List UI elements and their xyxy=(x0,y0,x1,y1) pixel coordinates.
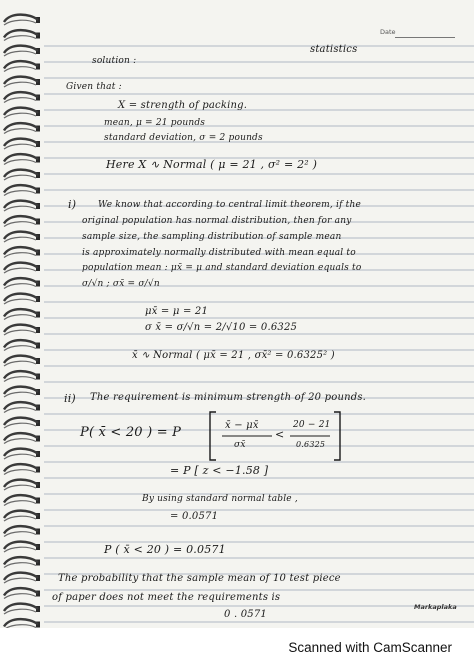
given-mean: mean, μ = 21 pounds xyxy=(104,118,206,128)
spiral-coil xyxy=(4,573,38,580)
spiral-coil-shadow xyxy=(4,408,36,413)
solution-label: solution : xyxy=(92,56,137,66)
z-probability: = P [ z < −1.58 ] xyxy=(170,464,269,477)
spiral-coil-shadow xyxy=(4,547,36,552)
conclusion-line-3: 0 . 0571 xyxy=(224,609,267,620)
spiral-coil-shadow xyxy=(4,20,36,25)
spiral-coil-shadow xyxy=(4,470,36,475)
z-denominator-left: σx̄ xyxy=(234,440,246,450)
spiral-coil xyxy=(4,480,38,487)
clt-line-3: sample size, the sampling distribution of sample mean xyxy=(82,232,342,242)
spiral-coil-shadow xyxy=(4,268,36,273)
spiral-coil-shadow xyxy=(4,516,36,521)
spiral-coil xyxy=(4,46,38,53)
given-sd: standard deviation, σ = 2 pounds xyxy=(104,133,263,143)
z-denominator-right: 0.6325 xyxy=(296,440,326,449)
spiral-coil xyxy=(4,170,38,177)
spiral-coil-shadow xyxy=(4,67,36,72)
spiral-coil-shadow xyxy=(4,51,36,56)
z-numerator-right: 20 − 21 xyxy=(293,420,331,430)
given-heading: Given that : xyxy=(66,82,122,92)
spiral-coil-shadow xyxy=(4,392,36,397)
requirement-statement: The requirement is minimum strength of 20 pounds. xyxy=(90,392,367,403)
spiral-coil xyxy=(4,387,38,394)
spiral-coil xyxy=(4,464,38,471)
spiral-coil xyxy=(4,232,38,239)
spiral-coil xyxy=(4,247,38,254)
clt-line-4: is approximately normally distributed with mean equal to xyxy=(82,248,356,258)
spiral-coil xyxy=(4,604,38,611)
spiral-coil xyxy=(4,325,38,332)
spiral-coil xyxy=(4,294,38,301)
part-i-label: i) xyxy=(68,198,77,211)
final-probability: P ( x̄ < 20 ) = 0.0571 xyxy=(104,543,226,556)
spiral-coil-shadow xyxy=(4,144,36,149)
spiral-coil-shadow xyxy=(4,160,36,165)
date-label: Date xyxy=(380,28,396,36)
spiral-coil xyxy=(4,340,38,347)
table-value: = 0.0571 xyxy=(170,511,219,522)
spiral-coil xyxy=(4,402,38,409)
spiral-coil xyxy=(4,371,38,378)
spiral-coil xyxy=(4,418,38,425)
spiral-coil-shadow xyxy=(4,346,36,351)
spiral-coil-shadow xyxy=(4,439,36,444)
clt-line-5: population mean : μx̄ = μ and standard deviation equals to xyxy=(82,263,362,273)
spiral-coil xyxy=(4,511,38,518)
spiral-coil xyxy=(4,309,38,316)
spiral-coil xyxy=(4,185,38,192)
spiral-coil-shadow xyxy=(4,609,36,614)
conclusion-line-1: The probability that the sample mean of 10 test piece xyxy=(58,573,341,584)
spiral-coil xyxy=(4,108,38,115)
conclusion-line-2: of paper does not meet the requirements is xyxy=(52,592,281,603)
spiral-coil-shadow xyxy=(4,485,36,490)
sd-of-sample-mean: σ x̄ = σ/√n = 2/√10 = 0.6325 xyxy=(145,322,298,333)
spiral-coil-shadow xyxy=(4,175,36,180)
spiral-coil-shadow xyxy=(4,191,36,196)
spiral-coil-shadow xyxy=(4,423,36,428)
spiral-coil xyxy=(4,433,38,440)
clt-line-6: σ/√n ; σx̄ = σ/√n xyxy=(82,279,160,289)
scanner-watermark: Scanned with CamScanner xyxy=(288,640,452,655)
spiral-coil xyxy=(4,154,38,161)
spiral-coil-shadow xyxy=(4,377,36,382)
z-numerator-left: x̄ − μx̄ xyxy=(225,420,259,431)
spiral-coil-shadow xyxy=(4,129,36,134)
spiral-coil-shadow xyxy=(4,454,36,459)
spiral-binding xyxy=(0,0,60,628)
spiral-coil-shadow xyxy=(4,563,36,568)
sampling-distribution: x̄ ∿ Normal ( μx̄ = 21 , σx̄² = 0.6325² ) xyxy=(132,350,335,361)
spiral-coil-shadow xyxy=(4,625,36,628)
table-lookup-note: By using standard normal table , xyxy=(142,494,298,504)
spiral-coil xyxy=(4,201,38,208)
spiral-coil-shadow xyxy=(4,532,36,537)
probability-lhs: P( x̄ < 20 ) = P xyxy=(80,425,182,440)
spiral-coil xyxy=(4,356,38,363)
mean-of-sample-mean: μx̄ = μ = 21 xyxy=(145,306,209,317)
spiral-coil-shadow xyxy=(4,284,36,289)
spiral-coil-shadow xyxy=(4,206,36,211)
spiral-coil xyxy=(4,15,38,22)
given-distribution: Here X ∿ Normal ( μ = 21 , σ² = 2² ) xyxy=(106,158,318,171)
notebook-brand: Markaplaka xyxy=(414,603,457,611)
spiral-coil xyxy=(4,92,38,99)
spiral-coil xyxy=(4,588,38,595)
clt-line-2: original population has normal distribution, then for any xyxy=(82,216,352,226)
subject-title: statistics xyxy=(310,44,358,55)
spiral-coil xyxy=(4,557,38,564)
given-variable: X = strength of packing. xyxy=(118,100,248,111)
spiral-coil-shadow xyxy=(4,98,36,103)
spiral-coil xyxy=(4,449,38,456)
spiral-coil-shadow xyxy=(4,237,36,242)
spiral-coil xyxy=(4,216,38,223)
spiral-coil-shadow xyxy=(4,253,36,258)
spiral-coil xyxy=(4,77,38,84)
spiral-coil xyxy=(4,526,38,533)
spiral-coil xyxy=(4,542,38,549)
spiral-coil xyxy=(4,619,38,626)
spiral-coil-shadow xyxy=(4,36,36,41)
spiral-coil-shadow xyxy=(4,594,36,599)
spiral-coil-shadow xyxy=(4,330,36,335)
clt-line-1: We know that according to central limit theorem, if the xyxy=(98,200,361,210)
part-ii-label: ii) xyxy=(64,392,76,405)
z-inequality: < xyxy=(275,428,285,441)
spiral-coil xyxy=(4,139,38,146)
spiral-coil-shadow xyxy=(4,222,36,227)
spiral-coil-shadow xyxy=(4,315,36,320)
spiral-coil-shadow xyxy=(4,299,36,304)
spiral-coil xyxy=(4,123,38,130)
spiral-coil-shadow xyxy=(4,578,36,583)
spiral-coil-shadow xyxy=(4,113,36,118)
spiral-coil-shadow xyxy=(4,361,36,366)
spiral-coil xyxy=(4,278,38,285)
date-line xyxy=(395,37,455,38)
spiral-coil xyxy=(4,30,38,37)
spiral-coil-shadow xyxy=(4,501,36,506)
spiral-coil-shadow xyxy=(4,82,36,87)
spiral-coil xyxy=(4,495,38,502)
spiral-coil xyxy=(4,263,38,270)
spiral-coil xyxy=(4,61,38,68)
